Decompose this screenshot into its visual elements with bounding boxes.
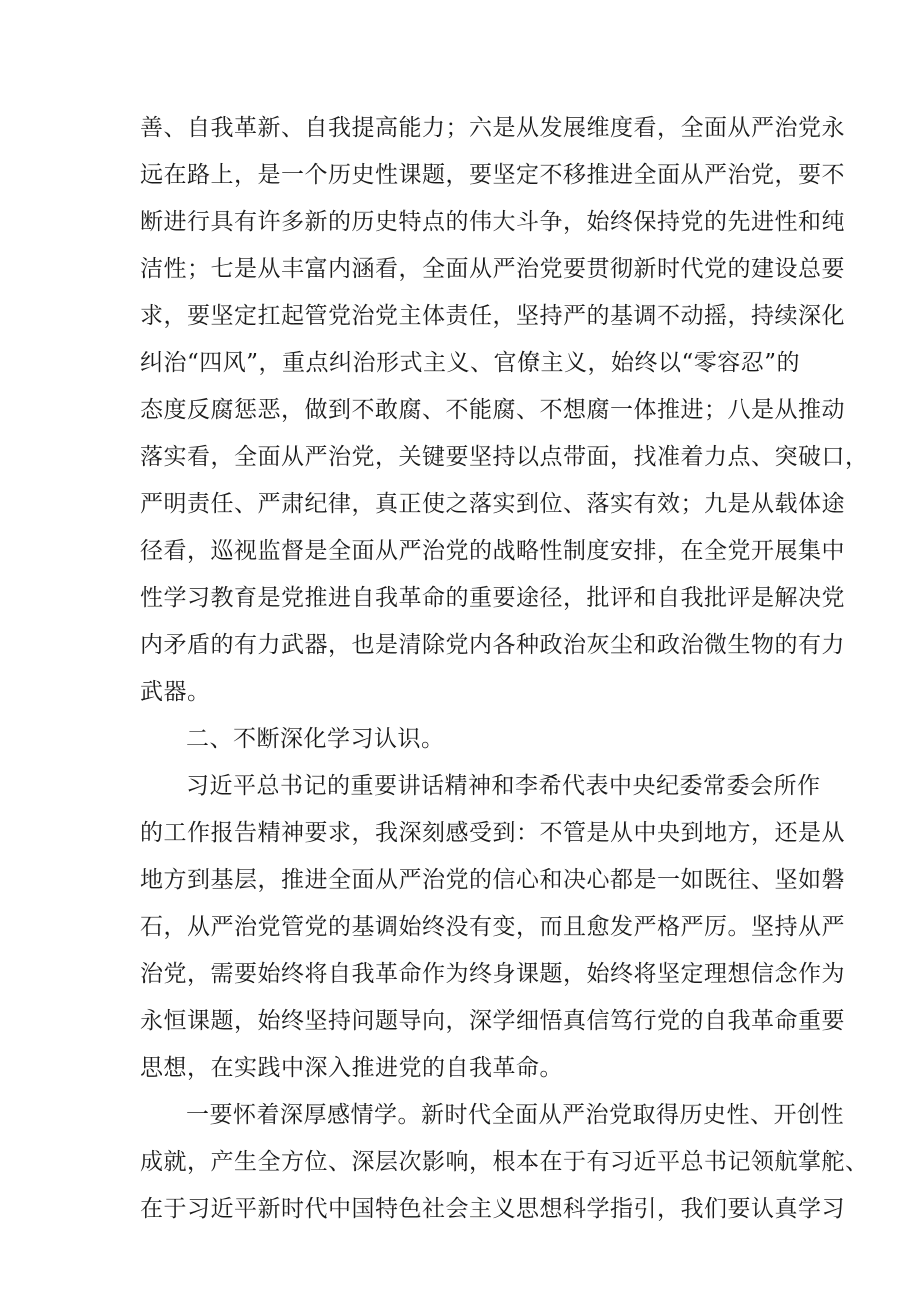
text-line: 成就，产生全方位、深层次影响，根本在于有习近平总书记领航掌舵、 bbox=[140, 1149, 869, 1175]
text-line: 态度反腐惩恶，做到不敢腐、不能腐、不想腐一体推进；八是从推动 bbox=[140, 397, 845, 423]
text-line: 永恒课题，始终坚持问题导向，深学细悟真信笃行党的自我革命重要 bbox=[140, 1008, 845, 1034]
text-line: 武器。 bbox=[140, 679, 211, 705]
text-line: 习近平总书记的重要讲话精神和李希代表中央纪委常委会所作 bbox=[186, 773, 821, 799]
text-line: 远在路上，是一个历史性课题，要坚定不移推进全面从严治党，要不 bbox=[140, 162, 845, 188]
text-line: 求，要坚定扛起管党治党主体责任，坚持严的基调不动摇，持续深化 bbox=[140, 303, 845, 329]
text-line: 思想，在实践中深入推进党的自我革命。 bbox=[140, 1055, 563, 1081]
text-line: 洁性；七是从丰富内涵看，全面从严治党要贯彻新时代党的建设总要 bbox=[140, 256, 845, 282]
text-line: 落实看，全面从严治党，关键要坚持以点带面，找准着力点、突破口， bbox=[140, 444, 869, 470]
text-line: 径看，巡视监督是全面从严治党的战略性制度安排，在全党开展集中 bbox=[140, 538, 845, 564]
text-line: 内矛盾的有力武器，也是清除党内各种政治灰尘和政治微生物的有力 bbox=[140, 632, 845, 658]
text-line: 善、自我革新、自我提高能力；六是从发展维度看，全面从严治党永 bbox=[140, 115, 845, 141]
text-line: 治党，需要始终将自我革命作为终身课题，始终将坚定理想信念作为 bbox=[140, 961, 845, 987]
text-line: 严明责任、严肃纪律，真正使之落实到位、落实有效；九是从载体途 bbox=[140, 491, 845, 517]
text-line: 在于习近平新时代中国特色社会主义思想科学指引，我们要认真学习 bbox=[140, 1196, 845, 1222]
text-line: 断进行具有许多新的历史特点的伟大斗争，始终保持党的先进性和纯 bbox=[140, 209, 845, 235]
text-line: 性学习教育是党推进自我革命的重要途径，批评和自我批评是解决党 bbox=[140, 585, 845, 611]
text-line: 地方到基层，推进全面从严治党的信心和决心都是一如既往、坚如磐 bbox=[140, 867, 845, 893]
text-line: 一要怀着深厚感情学。新时代全面从严治党取得历史性、开创性 bbox=[186, 1102, 844, 1128]
text-line: 的工作报告精神要求，我深刻感受到：不管是从中央到地方，还是从 bbox=[140, 820, 845, 846]
text-line: 石，从严治党管党的基调始终没有变，而且愈发严格严厉。坚持从严 bbox=[140, 914, 845, 940]
text-line: 纠治“四风”，重点纠治形式主义、官僚主义，始终以“零容忍”的 bbox=[140, 350, 801, 376]
heading-text: 二、不断深化学习认识。 bbox=[186, 726, 445, 752]
